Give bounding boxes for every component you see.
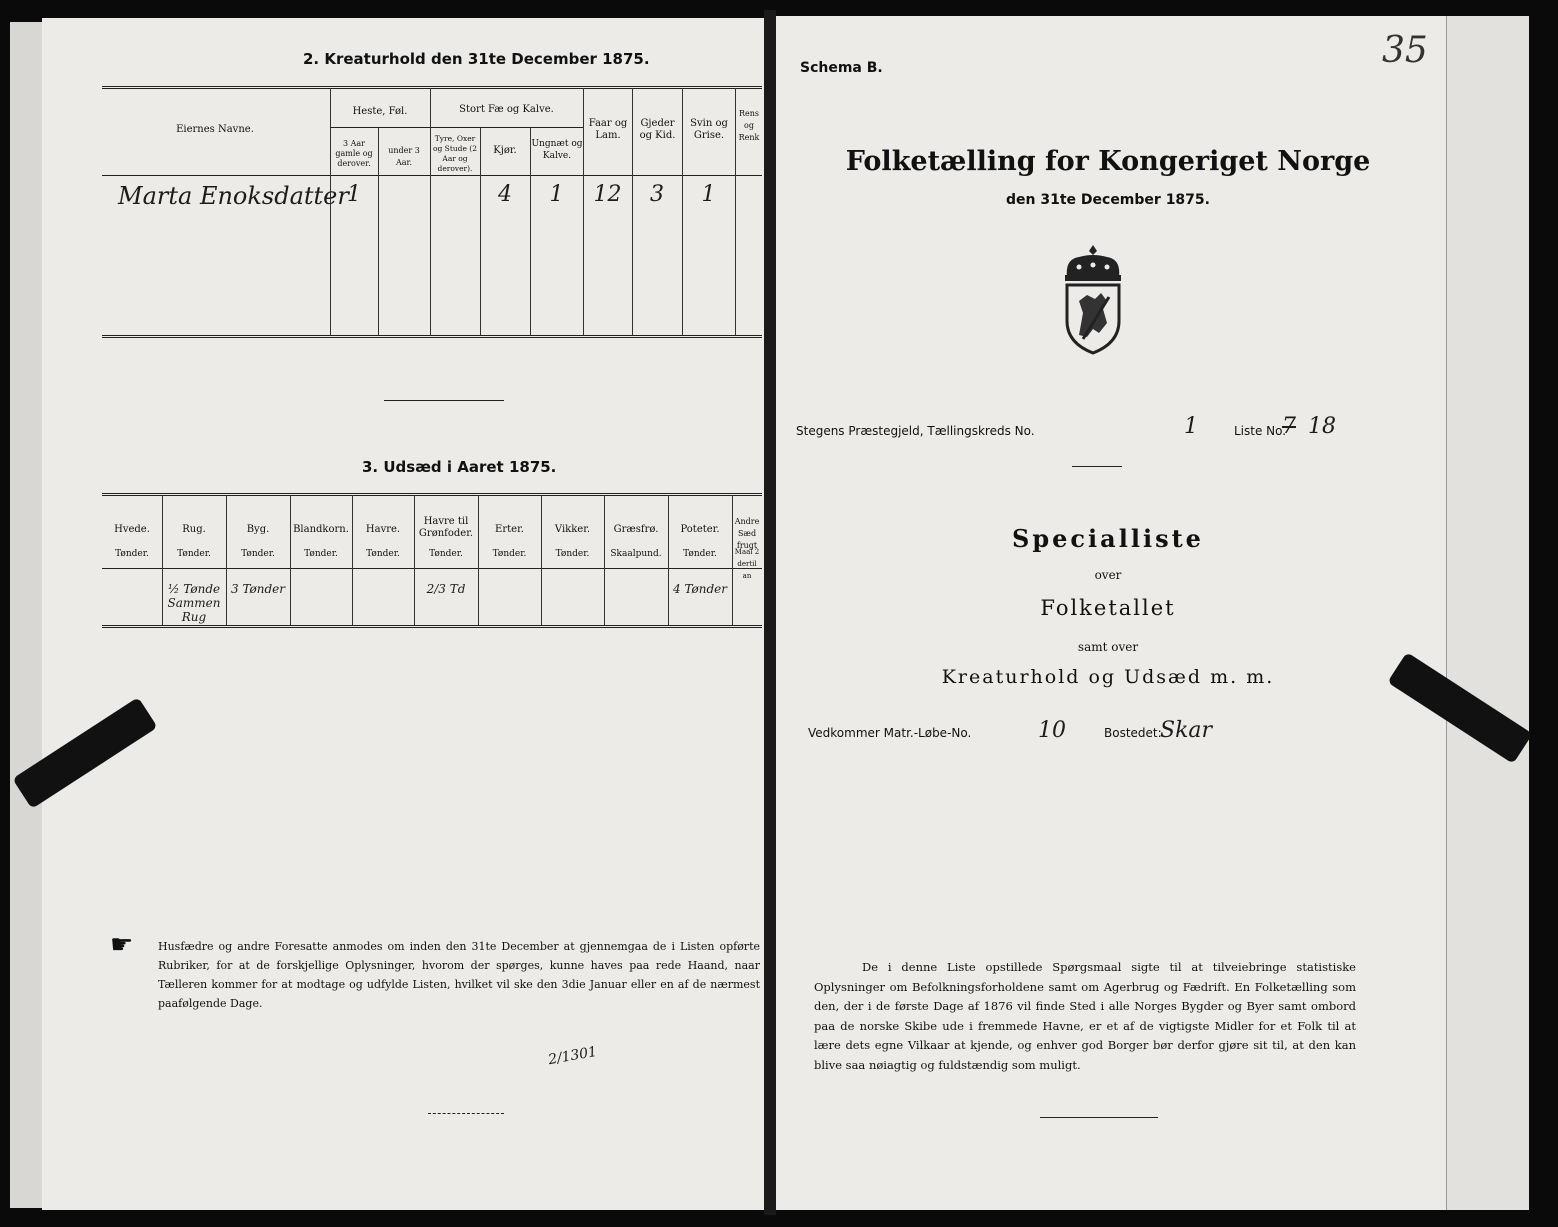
seed-unit: Tønder. (366, 549, 400, 559)
horse-group-rule (330, 127, 430, 128)
young-header: Ungnæt og Kalve. (531, 139, 583, 161)
seed-unit: Maal 2 dertil an (734, 548, 760, 580)
sheep-value: 12 (593, 182, 622, 207)
seed-header: Hvede. (114, 524, 150, 535)
matr-label: Vedkommer Matr.-Løbe-No. (808, 726, 972, 740)
intro-text: De i denne Liste opstillede Spørgsmaal sigte til at tilveiebringe statistiske Oplysninger om Befolkningsforholdene samt om Agerbrug og Fædrift. En Folketælling som den, der i de første Dage af 1876 vil finde Sted i alle Norges Bygder og Byer samt ombord paa de norske Skibe ude i fremmede Havne, er et af de vigtigste Midler for et Folk til at lære dets egne Vilkaar at kjende, og enhver god Borger bør derfor gjøre sit til, at den kan blive saa nøiagtig og fuldstændig som muligt. (814, 960, 1356, 1072)
list-label: Liste No. (1234, 424, 1287, 438)
end-divider (428, 1113, 504, 1114)
seed-unit: Tønder. (429, 549, 463, 559)
seed-header-rule (102, 568, 762, 569)
seed-unit: Tønder. (241, 549, 275, 559)
seed-header: Havre til Grønfoder. (418, 516, 474, 539)
samt-over-text: samt over (1077, 640, 1139, 654)
seed-header: Havre. (365, 524, 401, 535)
sheep-header: Faar og Lam. (588, 118, 628, 141)
seed-unit: Tønder. (555, 549, 590, 559)
seed-header: Erter. (495, 524, 524, 535)
special-list-title: Specialliste (1012, 524, 1204, 553)
seed-unit: Tønder. (683, 549, 717, 559)
col-divider (330, 88, 331, 335)
seed-title: 3. Udsæd i Aaret 1875. (362, 458, 557, 476)
seed-col-divider (290, 495, 291, 625)
horse-group-header: Heste, Føl. (352, 106, 408, 117)
bulls-header: Tyre, Oxer og Stude (2 Aar og derover). (432, 134, 477, 173)
divider (1072, 466, 1122, 467)
seed-value: 3 Tønder (231, 582, 285, 596)
seed-value: 4 Tønder (673, 582, 727, 596)
seed-header: Græsfrø. (613, 524, 659, 535)
book-gutter (764, 10, 776, 1215)
coat-of-arms-icon (1053, 243, 1133, 355)
col-divider (480, 128, 481, 335)
left-page-edges (10, 22, 44, 1208)
seed-unit: Skaalpund. (610, 549, 662, 559)
seed-col-divider (604, 495, 605, 625)
pigs-value: 1 (701, 182, 716, 207)
seed-header: Blandkorn. (293, 524, 349, 535)
col-divider (430, 88, 431, 335)
section-divider (384, 400, 504, 401)
right-page-edges (1446, 16, 1529, 1210)
seed-table-bottom (102, 625, 762, 628)
seed-header: Vikker. (554, 524, 591, 535)
seed-col-divider (478, 495, 479, 625)
matr-number: 10 (1038, 718, 1066, 743)
livestock-table-top (102, 86, 762, 89)
pointing-hand-icon: ☛ (110, 930, 134, 960)
seed-unit: Tønder. (304, 549, 338, 559)
cattle-group-header: Stort Fæ og Kalve. (459, 104, 554, 115)
livestock-table-bottom (102, 335, 762, 338)
seed-col-divider (541, 495, 542, 625)
pencil-mark: 2/1301 (546, 1043, 599, 1069)
list-number-struck: 7 (1282, 414, 1296, 439)
owner-header: Eiernes Navne. (176, 124, 254, 135)
seed-header: Andre Sæd frugt (734, 517, 760, 550)
cows-header: Kjør. (493, 145, 517, 156)
seed-unit: Tønder. (115, 549, 149, 559)
seed-header: Rug. (182, 524, 206, 535)
goats-header: Gjeder og Kid. (639, 118, 676, 141)
horse-under-header: under 3 Aar. (388, 146, 420, 167)
seed-col-divider (226, 495, 227, 625)
owner-name: Marta Enoksdatter (118, 182, 349, 210)
census-date: den 31te December 1875. (1006, 192, 1210, 208)
cows-value: 4 (498, 182, 512, 207)
horse-3y-header: 3 Aar gamle og derover. (335, 139, 373, 168)
seed-col-divider (668, 495, 669, 625)
bosted-value: Skar (1160, 718, 1213, 743)
livestock-header-rule (102, 175, 762, 176)
end-divider (1040, 1117, 1158, 1118)
kreaturhold-text: Kreaturhold og Udsæd m. m. (941, 666, 1275, 688)
young-value: 1 (549, 182, 564, 207)
cattle-group-rule (430, 127, 583, 128)
district-number: 1 (1184, 414, 1198, 439)
seed-unit: Tønder. (177, 549, 211, 559)
horse-3y-value: 1 (347, 182, 361, 207)
page-number: 35 (1382, 30, 1428, 71)
seed-table-top (102, 493, 762, 496)
reindeer-header: Rens og Renk (738, 109, 760, 142)
seed-unit: Tønder. (492, 549, 527, 559)
over-text: over (1094, 568, 1122, 582)
seed-value: 2/3 Td (426, 582, 466, 596)
seed-header: Poteter. (680, 524, 720, 535)
bosted-label: Bostedet: (1104, 726, 1162, 740)
seed-col-divider (352, 495, 353, 625)
folketallet-text: Folketallet (1040, 596, 1176, 620)
notice-text: Husfædre og andre Foresatte anmodes om inden den 31te December at gjennemgaa de i Listen opførte Rubriker, for at de forskjellige Oplysninger, hvorom der spørges, kunne haves paa rede Haand, naar Tælleren kommer for at modtage og udfylde Listen, hvilket vil ske den 3die Januar eller en af de nærmest paafølgende Dage. (158, 940, 760, 1010)
seed-col-divider (414, 495, 415, 625)
schema-label: Schema B. (800, 60, 883, 76)
list-number: 18 (1308, 414, 1336, 439)
parish-label: Stegens Præstegjeld, Tællingskreds No. (796, 424, 1035, 438)
census-main-title: Folketælling for Kongeriget Norge (845, 146, 1371, 177)
livestock-title: 2. Kreaturhold den 31te December 1875. (303, 50, 650, 68)
seed-header: Byg. (246, 524, 270, 535)
seed-col-divider (162, 495, 163, 625)
goats-value: 3 (650, 182, 664, 207)
seed-value: ½ Tønde Sammen Rug (167, 582, 221, 624)
pigs-header: Svin og Grise. (690, 118, 728, 141)
